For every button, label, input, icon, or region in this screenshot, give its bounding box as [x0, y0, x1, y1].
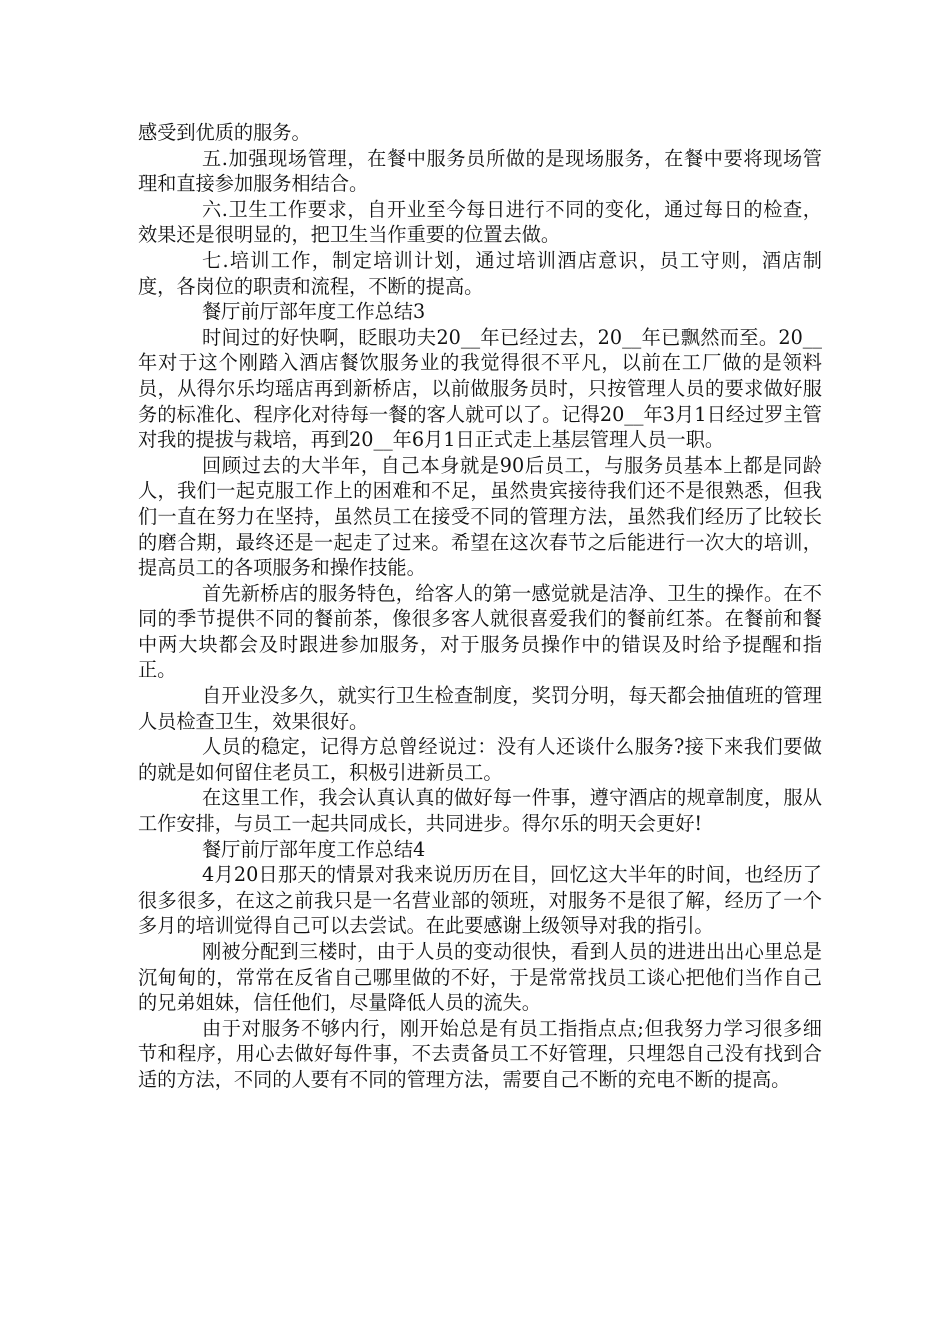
- paragraph: 六.卫生工作要求，自开业至今每日进行不同的变化，通过每日的检查，效果还是很明显的，把卫生当作重要的位置去做。: [138, 197, 822, 247]
- section-heading: 餐厅前厅部年度工作总结4: [202, 837, 426, 861]
- document-body: [138, 120, 822, 1093]
- paragraph: 自开业没多久，就实行卫生检查制度，奖罚分明，每天都会抽值班的管理人员检查卫生，效果很好。: [138, 684, 822, 733]
- paragraph: 感受到优质的服务。: [138, 121, 311, 144]
- paragraph: 刚被分配到三楼时，由于人员的变动很快，看到人员的进进出出心里总是沉甸甸的，常常在反省自己哪里做的不好，于是常常找员工谈心把他们当作自己的兄弟姐妹，信任他们，尽量降低人员的流失。: [138, 940, 822, 1015]
- paragraph: 七.培训工作，制定培训计划，通过培训酒店意识，员工守则，酒店制度，各岗位的职责和流程，不断的提高。: [138, 248, 822, 298]
- paragraph: 由于对服务不够内行，刚开始总是有员工指指点点;但我努力学习很多细节和程序，用心去做好每件事，不去责备员工不好管理，只埋怨自己没有找到合适的方法，不同的人要有不同的管理方法，需要自己不断的充电不断的提高。: [138, 1016, 822, 1091]
- paragraph: 回顾过去的大半年，自己本身就是90后员工，与服务员基本上都是同龄人，我们一起克服工作上的困难和不足，虽然贵宾接待我们还不是很熟悉，但我们一直在努力在坚持，虽然员工在接受不同的管理方法，虽然我们经历了比较长的磨合期，最终还是一起走了过来。希望在这次春节之后能进行一次大的培训，提高员工的各项服务和操作技能。: [138, 453, 822, 580]
- paragraph: 五.加强现场管理，在餐中服务员所做的是现场服务，在餐中要将现场管理和直接参加服务相结合。: [138, 146, 822, 196]
- paragraph: 在这里工作，我会认真认真的做好每一件事，遵守酒店的规章制度，服从工作安排，与员工一起共同成长，共同进步。得尔乐的明天会更好!: [138, 786, 822, 836]
- paragraph: 人员的稳定，记得方总曾经说过：没有人还谈什么服务?接下来我们要做的就是如何留住老员工，积极引进新员工。: [138, 735, 822, 784]
- paragraph: 首先新桥店的服务特色，给客人的第一感觉就是洁净、卫生的操作。在不同的季节提供不同的餐前茶，像很多客人就很喜爱我们的餐前红茶。在餐前和餐中两大块都会及时跟进参加服务，对于服务员操作中的错误及时给予提醒和指正。: [138, 581, 822, 682]
- paragraph: 时间过的好快啊，眨眼功夫20__年已经过去，20__年已飘然而至。20__年对于这个刚踏入酒店餐饮服务业的我觉得很不平凡，以前在工厂做的是领料员，从得尔乐均瑶店再到新桥店，以前做服务员时，只按管理人员的要求做好服务的标准化、程序化对待每一餐的客人就可以了。记得20__年3月1日经过罗主管对我的提拔与栽培，再到20__年6月1日正式走上基层管理人员一职。: [138, 325, 822, 452]
- section-heading: 餐厅前厅部年度工作总结3: [202, 300, 426, 324]
- paragraph: 4月20日那天的情景对我来说历历在目，回忆这大半年的时间，也经历了很多很多，在这之前我只是一名营业部的领班，对服务不是很了解，经历了一个多月的培训觉得自己可以去尝试。在此要感谢上级领导对我的指引。: [138, 863, 822, 938]
